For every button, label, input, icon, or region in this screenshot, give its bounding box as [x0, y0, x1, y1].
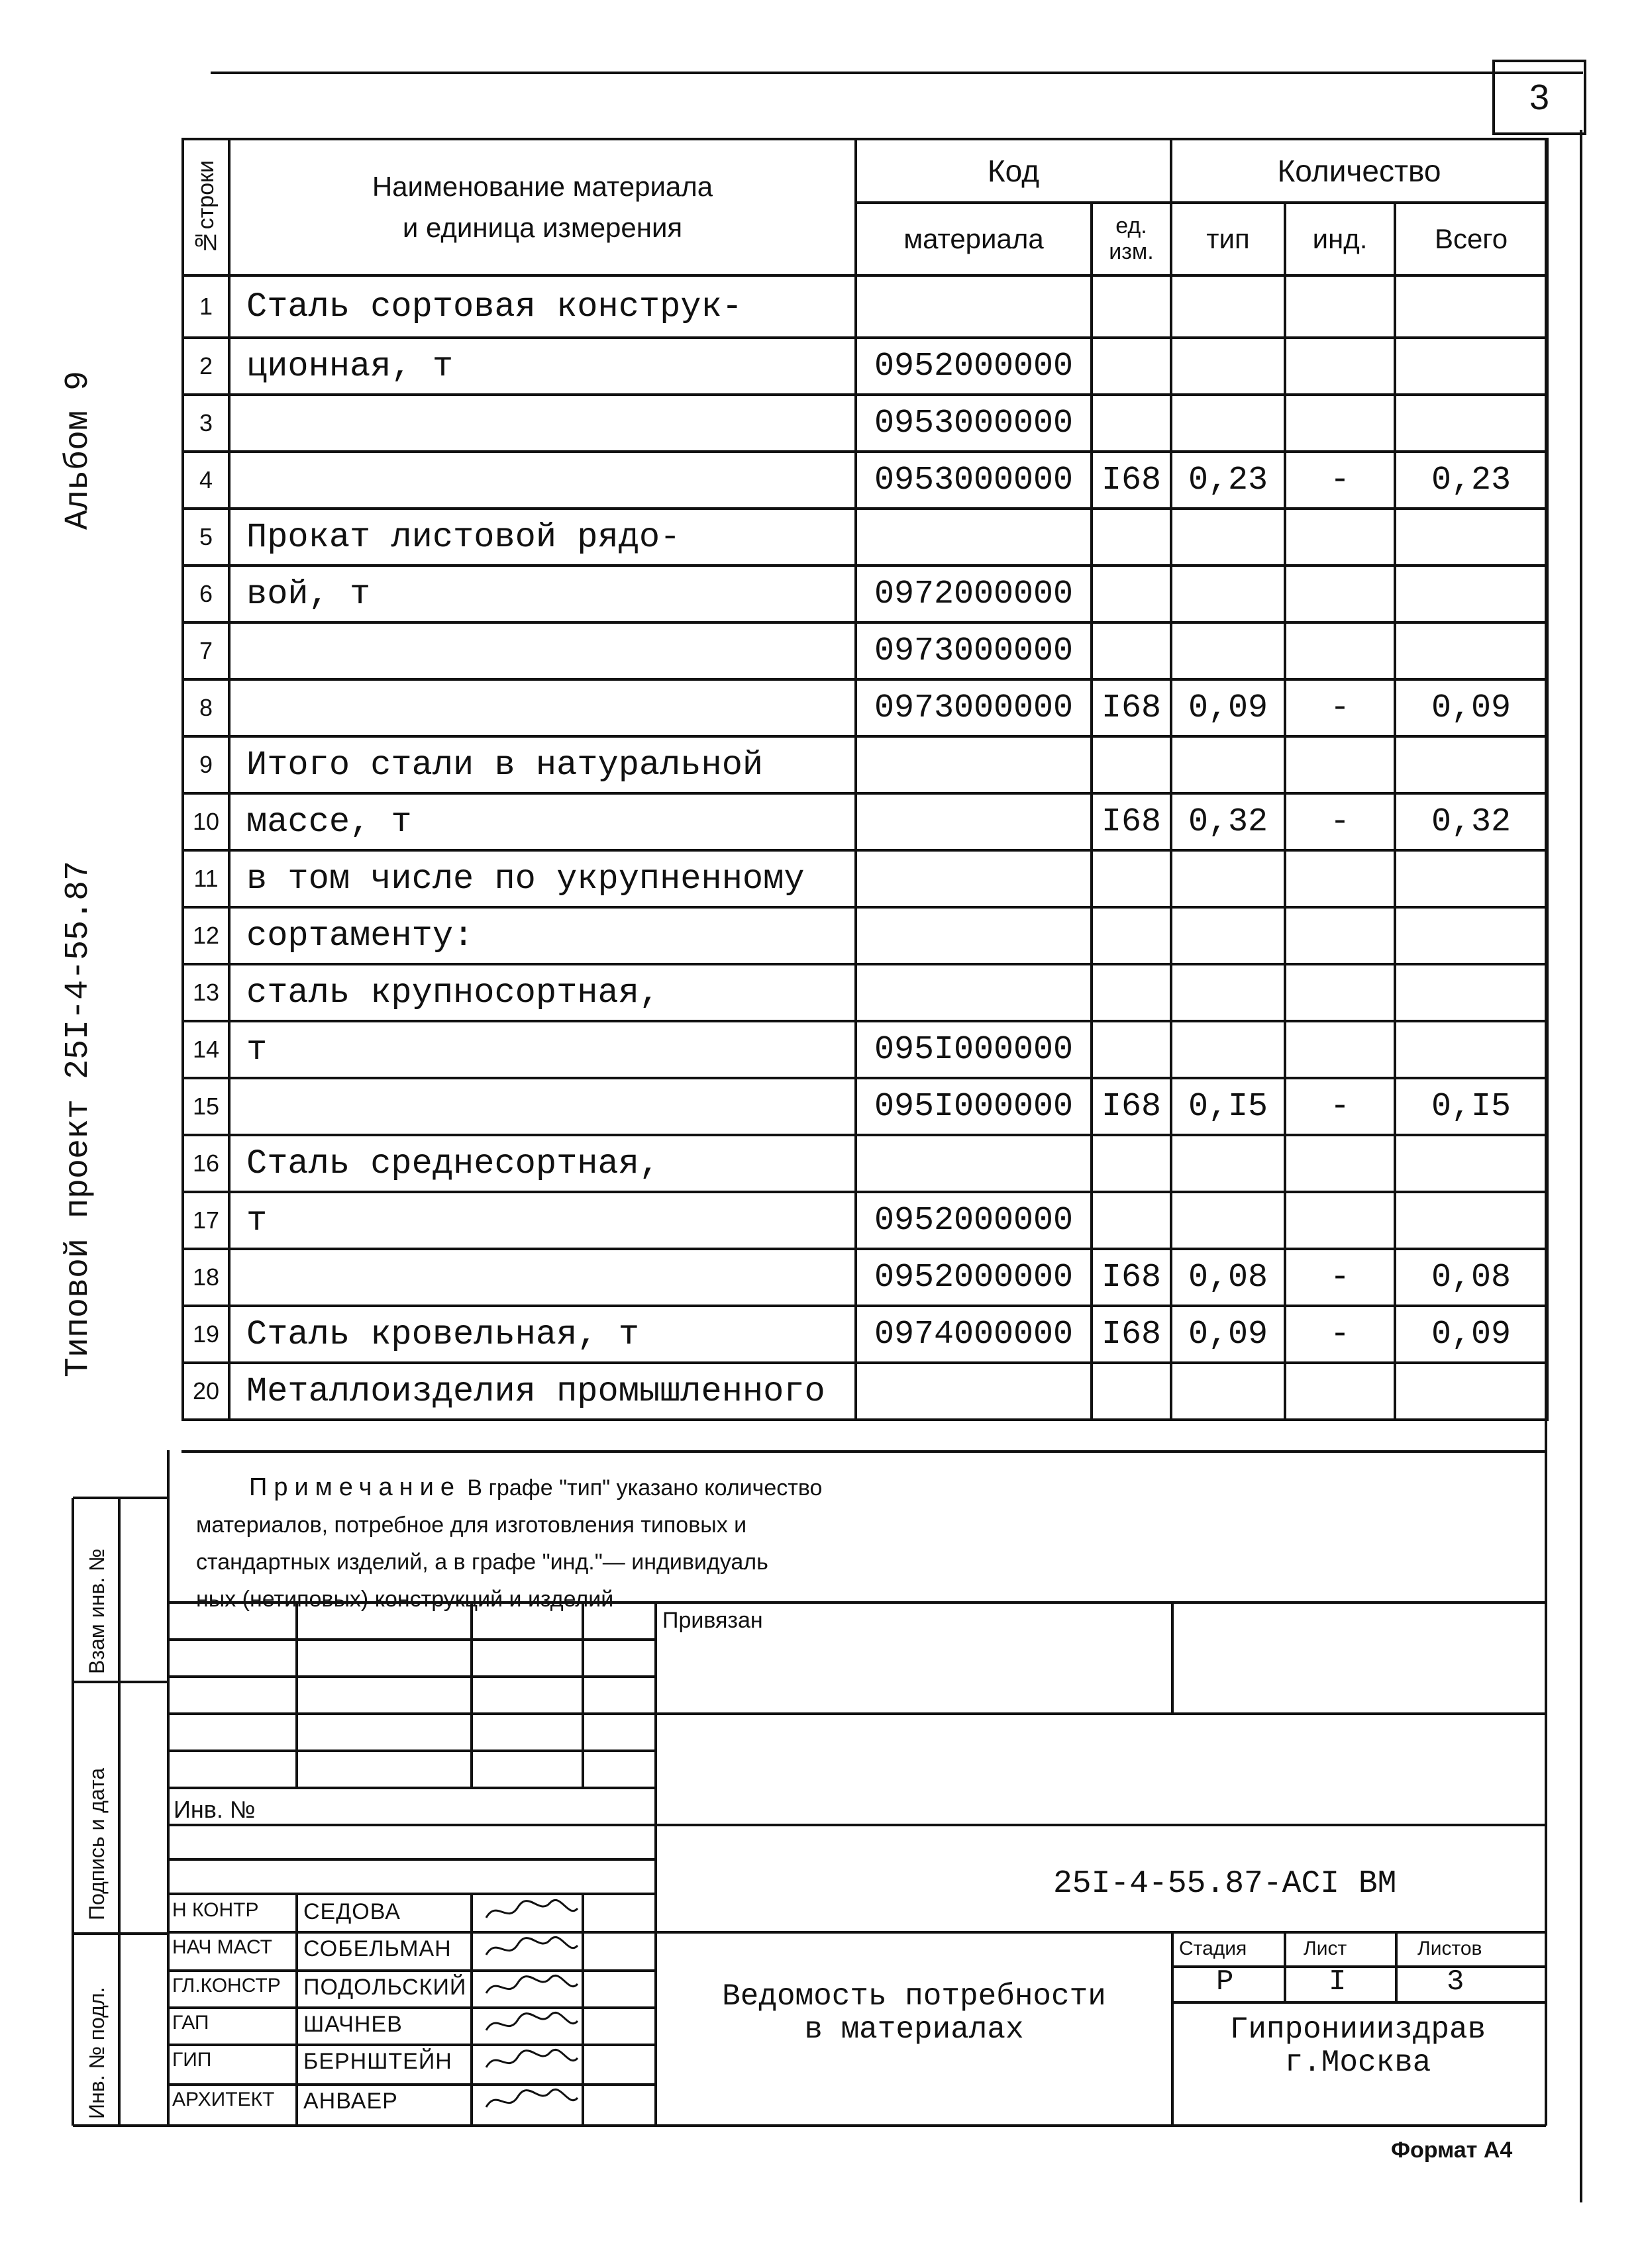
material-name: Сталь среднесортная, [229, 1135, 856, 1192]
designation: 25I-4-55.87-ACI ВМ [1053, 1866, 1397, 1902]
unit-header: ед. изм. [1092, 203, 1171, 275]
signer-role: НАЧ МАСТ [172, 1936, 272, 1958]
qty-ind: - [1285, 679, 1395, 736]
material-code: 095I000000 [856, 1021, 1092, 1078]
row-number: 19 [183, 1306, 229, 1363]
project-caption: Типовой проект 25I-4-55.87 [60, 860, 97, 1377]
material-name: в том числе по укрупненному [229, 850, 856, 907]
page-number: 3 [1492, 60, 1586, 135]
material-code: 0952000000 [856, 1249, 1092, 1306]
unit-code: I68 [1092, 1078, 1171, 1135]
name-header: Наименование материала и единица измерения [229, 139, 856, 275]
qty-total: 0,I5 [1395, 1078, 1547, 1135]
signature-date-label: Подпись и дата [85, 1767, 109, 1920]
type-header: тип [1171, 203, 1285, 275]
signature-scribble [481, 1895, 580, 1927]
signer-name: ПОДОЛЬСКИЙ [303, 1975, 467, 2000]
note-label: Примечание [249, 1473, 461, 1501]
material-name: Сталь сортовая конструк- [229, 275, 856, 338]
row-number: 18 [183, 1249, 229, 1306]
code-header: Код [856, 139, 1171, 203]
stage-label: Стадия [1179, 1938, 1247, 1959]
privyazan-label: Привязан [662, 1608, 763, 1633]
inv-podl-label: Инв. № подл. [85, 1987, 109, 2119]
sheet-label: Лист [1304, 1938, 1347, 1959]
row-number: 9 [183, 736, 229, 793]
qty-ind: - [1285, 1078, 1395, 1135]
material-name: т [229, 1192, 856, 1249]
qty-total: 0,08 [1395, 1249, 1547, 1306]
signature-scribble [481, 1971, 580, 2002]
material-name: сталь крупносортная, [229, 964, 856, 1021]
row-number: 2 [183, 338, 229, 395]
signature-scribble [481, 1932, 580, 1964]
title-line-2: в материалах [804, 2012, 1024, 2047]
row-number: 13 [183, 964, 229, 1021]
material-code: 0953000000 [856, 452, 1092, 509]
row-number: 15 [183, 1078, 229, 1135]
qty-total: 0,09 [1395, 679, 1547, 736]
material-code: 0952000000 [856, 338, 1092, 395]
vzam-label: Взам инв. № [85, 1548, 109, 1674]
ind-header: инд. [1285, 203, 1395, 275]
sheets-value: 3 [1447, 1965, 1464, 1998]
quantity-header: Количество [1171, 139, 1547, 203]
row-number: 16 [183, 1135, 229, 1192]
signer-name: ШАЧНЕВ [303, 2012, 403, 2037]
stage-value: Р [1216, 1965, 1234, 1998]
signer-role: Н КОНТР [172, 1899, 259, 1921]
qty-ind: - [1285, 1249, 1395, 1306]
organization [1179, 2013, 1537, 2079]
row-number: 4 [183, 452, 229, 509]
row-number: 10 [183, 793, 229, 850]
signer-role: ГИП [172, 2049, 212, 2071]
qty-type: 0,09 [1171, 679, 1285, 736]
material-name: Сталь кровельная, т [229, 1306, 856, 1363]
org-line-1: Гипрониииздрав [1229, 2012, 1486, 2047]
org-line-2: г.Москва [1284, 2046, 1431, 2080]
inv-no-label: Инв. № [174, 1796, 256, 1823]
material-name: т [229, 1021, 856, 1078]
signer-name: АНВАЕР [303, 2089, 398, 2114]
signer-role: ГЛ.КОНСТР [172, 1975, 281, 1997]
material-code: 0973000000 [856, 679, 1092, 736]
row-number: 8 [183, 679, 229, 736]
note-line-1: В графе "тип" указано количество [467, 1475, 823, 1501]
qty-total: 0,09 [1395, 1306, 1547, 1363]
qty-total: 0,32 [1395, 793, 1547, 850]
row-number-header: №строки [183, 139, 229, 275]
signer-name: БЕРНШТЕЙН [303, 2049, 452, 2074]
qty-type: 0,23 [1171, 452, 1285, 509]
material-name: Итого стали в натуральной [229, 736, 856, 793]
sheets-label: Листов [1417, 1938, 1482, 1959]
qty-type: 0,08 [1171, 1249, 1285, 1306]
row-number: 6 [183, 566, 229, 622]
unit-code: I68 [1092, 679, 1171, 736]
material-code: 0953000000 [856, 395, 1092, 452]
qty-type: 0,09 [1171, 1306, 1285, 1363]
signer-name: СОБЕЛЬМАН [303, 1936, 452, 1961]
material-name: Прокат листовой рядо- [229, 509, 856, 566]
qty-type: 0,32 [1171, 793, 1285, 850]
row-number: 12 [183, 907, 229, 964]
signer-role: ГАП [172, 2012, 209, 2034]
material-code: 095I000000 [856, 1078, 1092, 1135]
row-number: 14 [183, 1021, 229, 1078]
qty-type: 0,I5 [1171, 1078, 1285, 1135]
format-label: Формат А4 [1391, 2138, 1513, 2163]
album-caption: Альбом 9 [60, 370, 97, 530]
row-number: 20 [183, 1363, 229, 1420]
signer-role: АРХИТЕКТ [172, 2089, 275, 2110]
total-header: Всего [1395, 203, 1547, 275]
material-name: вой, т [229, 566, 856, 622]
signer-name: СЕДОВА [303, 1899, 401, 1924]
material-code: 0972000000 [856, 566, 1092, 622]
signature-scribble [481, 2045, 580, 2077]
row-number: 1 [183, 275, 229, 338]
row-number: 5 [183, 509, 229, 566]
qty-ind: - [1285, 793, 1395, 850]
material-code: 0952000000 [856, 1192, 1092, 1249]
document-title [662, 1980, 1166, 2046]
sheet-value: I [1329, 1965, 1347, 1998]
row-number: 11 [183, 850, 229, 907]
material-name: сортаменту: [229, 907, 856, 964]
note-line-2: материалов, потребное для изготовления типовых и [196, 1512, 747, 1538]
signature-scribble [481, 2008, 580, 2040]
title-line-1: Ведомость потребности [722, 1979, 1106, 2014]
unit-code: I68 [1092, 793, 1171, 850]
unit-code: I68 [1092, 1306, 1171, 1363]
unit-code: I68 [1092, 1249, 1171, 1306]
unit-code: I68 [1092, 452, 1171, 509]
row-number: 7 [183, 622, 229, 679]
material-code: 0974000000 [856, 1306, 1092, 1363]
material-code: 0973000000 [856, 622, 1092, 679]
material-name: массе, т [229, 793, 856, 850]
note-line-3: стандартных изделий, а в графе "инд."— индивидуаль [196, 1550, 768, 1575]
qty-total: 0,23 [1395, 452, 1547, 509]
signature-scribble [481, 2085, 580, 2116]
material-name: ционная, т [229, 338, 856, 395]
row-number: 3 [183, 395, 229, 452]
qty-ind: - [1285, 452, 1395, 509]
qty-ind: - [1285, 1306, 1395, 1363]
code-material-header: материала [856, 203, 1092, 275]
note-line-4: ных (нетиповых) конструкций и изделий [196, 1587, 614, 1612]
material-name: Металлоизделия промышленного [229, 1363, 856, 1420]
row-number: 17 [183, 1192, 229, 1249]
